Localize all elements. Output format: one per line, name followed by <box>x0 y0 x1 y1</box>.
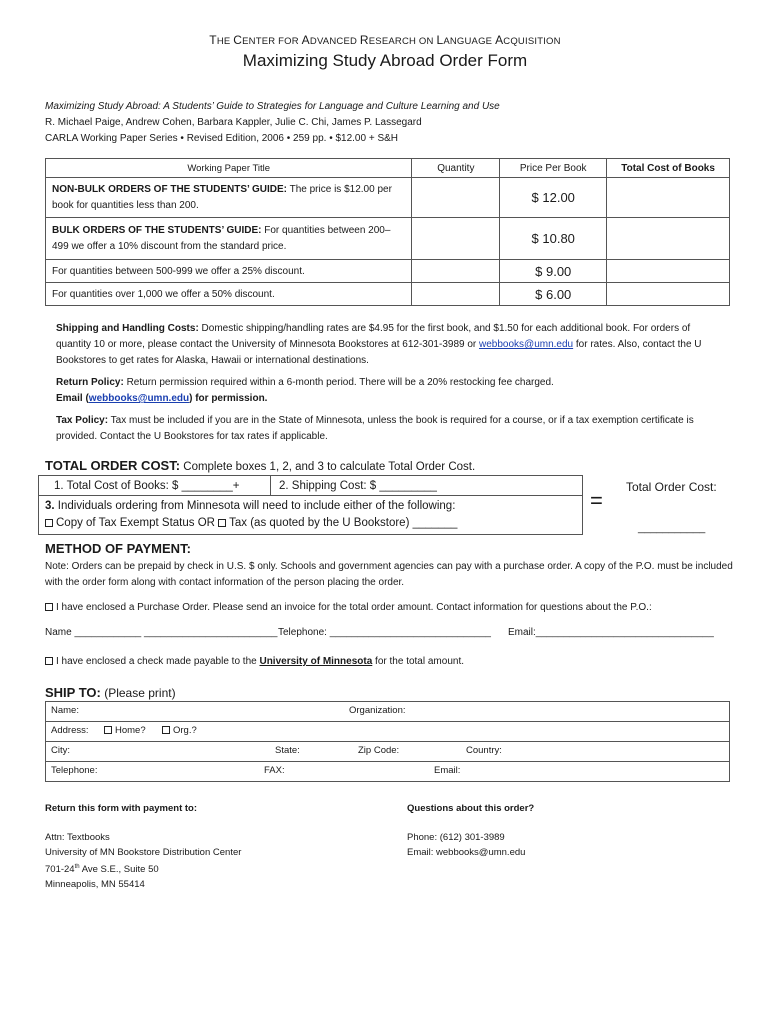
home-checkbox[interactable] <box>104 726 112 734</box>
payment-note: Note: Orders can be prepaid by check in U.S. $ only. Schools and government agencies can pay with a purchase order. A copy of the P.O. must be included with the order form along with contact information of the person placing the order. <box>45 561 733 588</box>
payment-heading: METHOD OF PAYMENT: <box>45 541 191 556</box>
org-option: Org.? <box>162 725 197 736</box>
tax-quoted-checkbox[interactable] <box>218 519 226 527</box>
fax-field[interactable]: FAX: <box>264 765 285 776</box>
org-checkbox[interactable] <box>162 726 170 734</box>
table-row <box>46 260 730 283</box>
check-option: I have enclosed a check made payable to the University of Minnesota for the total amount. <box>45 655 745 669</box>
return-email-link[interactable]: webbooks@umn.edu <box>88 393 190 404</box>
zip-field[interactable]: Zip Code: <box>358 745 400 756</box>
book-series: CARLA Working Paper Series • Revised Edition, 2006 • 259 pp. • $12.00 + S&H <box>45 133 399 144</box>
telephone-field[interactable]: Telephone: FAX: Email: <box>46 762 730 782</box>
po-email-field[interactable]: Email:________________________________ <box>508 627 714 638</box>
book-title: Maximizing Study Abroad: A Students’ Guide to Strategies for Language and Culture Learning and Use <box>45 101 500 112</box>
price-cell: $ 9.00 <box>500 260 607 283</box>
book-authors: R. Michael Paige, Andrew Cohen, Barbara Kappler, Julie C. Chi, James P. Lassegard <box>45 117 422 128</box>
quantity-cell[interactable] <box>412 260 500 283</box>
price-cell: $ 6.00 <box>500 283 607 306</box>
price-cell: $ 10.80 <box>500 218 607 260</box>
col-header-total: Total Cost of Books <box>607 159 730 178</box>
po-phone-field[interactable]: Telephone: _____________________________ <box>278 627 491 638</box>
total-cell[interactable] <box>607 283 730 306</box>
ship-email-field[interactable]: Email: <box>434 765 461 776</box>
row-description: For quantities over 1,000 we offer a 50% discount. <box>46 283 412 306</box>
pricing-table <box>45 158 730 306</box>
organization-field[interactable]: Organization: <box>349 705 406 716</box>
table-row <box>46 218 730 260</box>
total-order-heading: TOTAL ORDER COST: Complete boxes 1, 2, and 3 to calculate Total Order Cost. <box>45 458 476 473</box>
state-field[interactable]: State: <box>275 745 300 756</box>
shipping-cost-field[interactable]: 2. Shipping Cost: $ _________ <box>279 480 437 492</box>
row-description: For quantities between 500-999 we offer a 25% discount. <box>46 260 412 283</box>
contact-info: Phone: (612) 301-3989 Email: webbooks@umn.edu <box>407 832 526 858</box>
address-field[interactable]: Address: Home? Org.? <box>46 722 730 742</box>
ship-row-city <box>46 742 730 762</box>
ship-row-telephone <box>46 762 730 782</box>
tax-exempt-checkbox[interactable] <box>45 519 53 527</box>
shipping-info: Shipping and Handling Costs: Domestic shipping/handling rates are $4.95 for the first book, and $1.50 for each additional book. For orders of quantity 10 or more, please contact the University of Minnesota Bookstores at 612-301-3989 or webbooks@umn.edu for rates. Also, contact the U Bookstores to get rates for Alaska, Hawaii or international destinations. <box>56 323 702 366</box>
books-cost-field[interactable]: 1. Total Cost of Books: $ ________+ <box>54 480 240 492</box>
box-3-text: 3. Individuals ordering from Minnesota will need to include either of the following: <box>45 500 456 512</box>
shipping-email-link[interactable]: webbooks@umn.edu <box>479 339 574 350</box>
po-name-field[interactable]: Name ____________ ________________________ <box>45 627 278 638</box>
table-row <box>46 178 730 218</box>
total-cell[interactable] <box>607 260 730 283</box>
quantity-cell[interactable] <box>412 218 500 260</box>
country-field[interactable]: Country: <box>466 745 502 756</box>
total-cell[interactable] <box>607 218 730 260</box>
return-heading: Return this form with payment to: <box>45 803 197 814</box>
row-description: BULK ORDERS OF THE STUDENTS’ GUIDE: For quantities between 200–499 we offer a 10% discount from the standard price. <box>46 218 412 260</box>
questions-heading: Questions about this order? <box>407 803 535 814</box>
return-policy: Return Policy: Return permission required within a 6-month period. There will be a 20% restocking fee charged. Email (webbooks@umn.edu) for permission. <box>56 377 554 404</box>
ship-row-name <box>46 702 730 722</box>
ship-to-heading: SHIP TO: (Please print) <box>45 685 176 700</box>
name-field[interactable]: Name: Organization: <box>46 702 730 722</box>
check-checkbox[interactable] <box>45 657 53 665</box>
total-cell[interactable] <box>607 178 730 218</box>
table-row <box>46 283 730 306</box>
address-line-3: 701-24th Ave S.E., Suite 50 <box>45 864 159 876</box>
ship-to-grid <box>45 701 730 782</box>
total-order-label: Total Order Cost: <box>626 480 717 494</box>
row-description: NON-BULK ORDERS OF THE STUDENTS’ GUIDE: The price is $12.00 per book for quantities less than 200. <box>46 178 412 218</box>
po-checkbox[interactable] <box>45 603 53 611</box>
col-header-price: Price Per Book <box>500 159 607 178</box>
quantity-cell[interactable] <box>412 283 500 306</box>
col-header-title: Working Paper Title <box>46 159 412 178</box>
home-option: Home? <box>104 725 146 736</box>
equals-sign: = <box>590 488 603 513</box>
ship-row-address <box>46 722 730 742</box>
box-3-options: Copy of Tax Exempt Status OR Tax (as quoted by the U Bookstore) _______ <box>45 517 457 529</box>
return-address: Attn: Textbooks University of MN Bookstore Distribution Center 701-24th Ave S.E., Suite 50 Minneapolis, MN 55414 <box>45 832 242 891</box>
price-cell: $ 12.00 <box>500 178 607 218</box>
total-order-field[interactable]: ___________ <box>638 522 706 534</box>
col-header-quantity: Quantity <box>412 159 500 178</box>
city-field[interactable]: City: State: Zip Code: Country: <box>46 742 730 762</box>
org-name: THE CENTER FOR ADVANCED RESEARCH ON LANGUAGE ACQUISITION <box>209 33 561 47</box>
tax-policy: Tax Policy: Tax must be included if you are in the State of Minnesota, unless the book is required for a course, or if a tax exemption certificate is provided. Contact the U Bookstores for tax rates if applicable. <box>56 415 694 442</box>
quantity-cell[interactable] <box>412 178 500 218</box>
page-title: Maximizing Study Abroad Order Form <box>242 51 528 70</box>
po-option: I have enclosed a Purchase Order. Please send an invoice for the total order amount. Contact information for questions about the P.O.: <box>45 601 745 615</box>
table-header-row <box>46 159 730 178</box>
